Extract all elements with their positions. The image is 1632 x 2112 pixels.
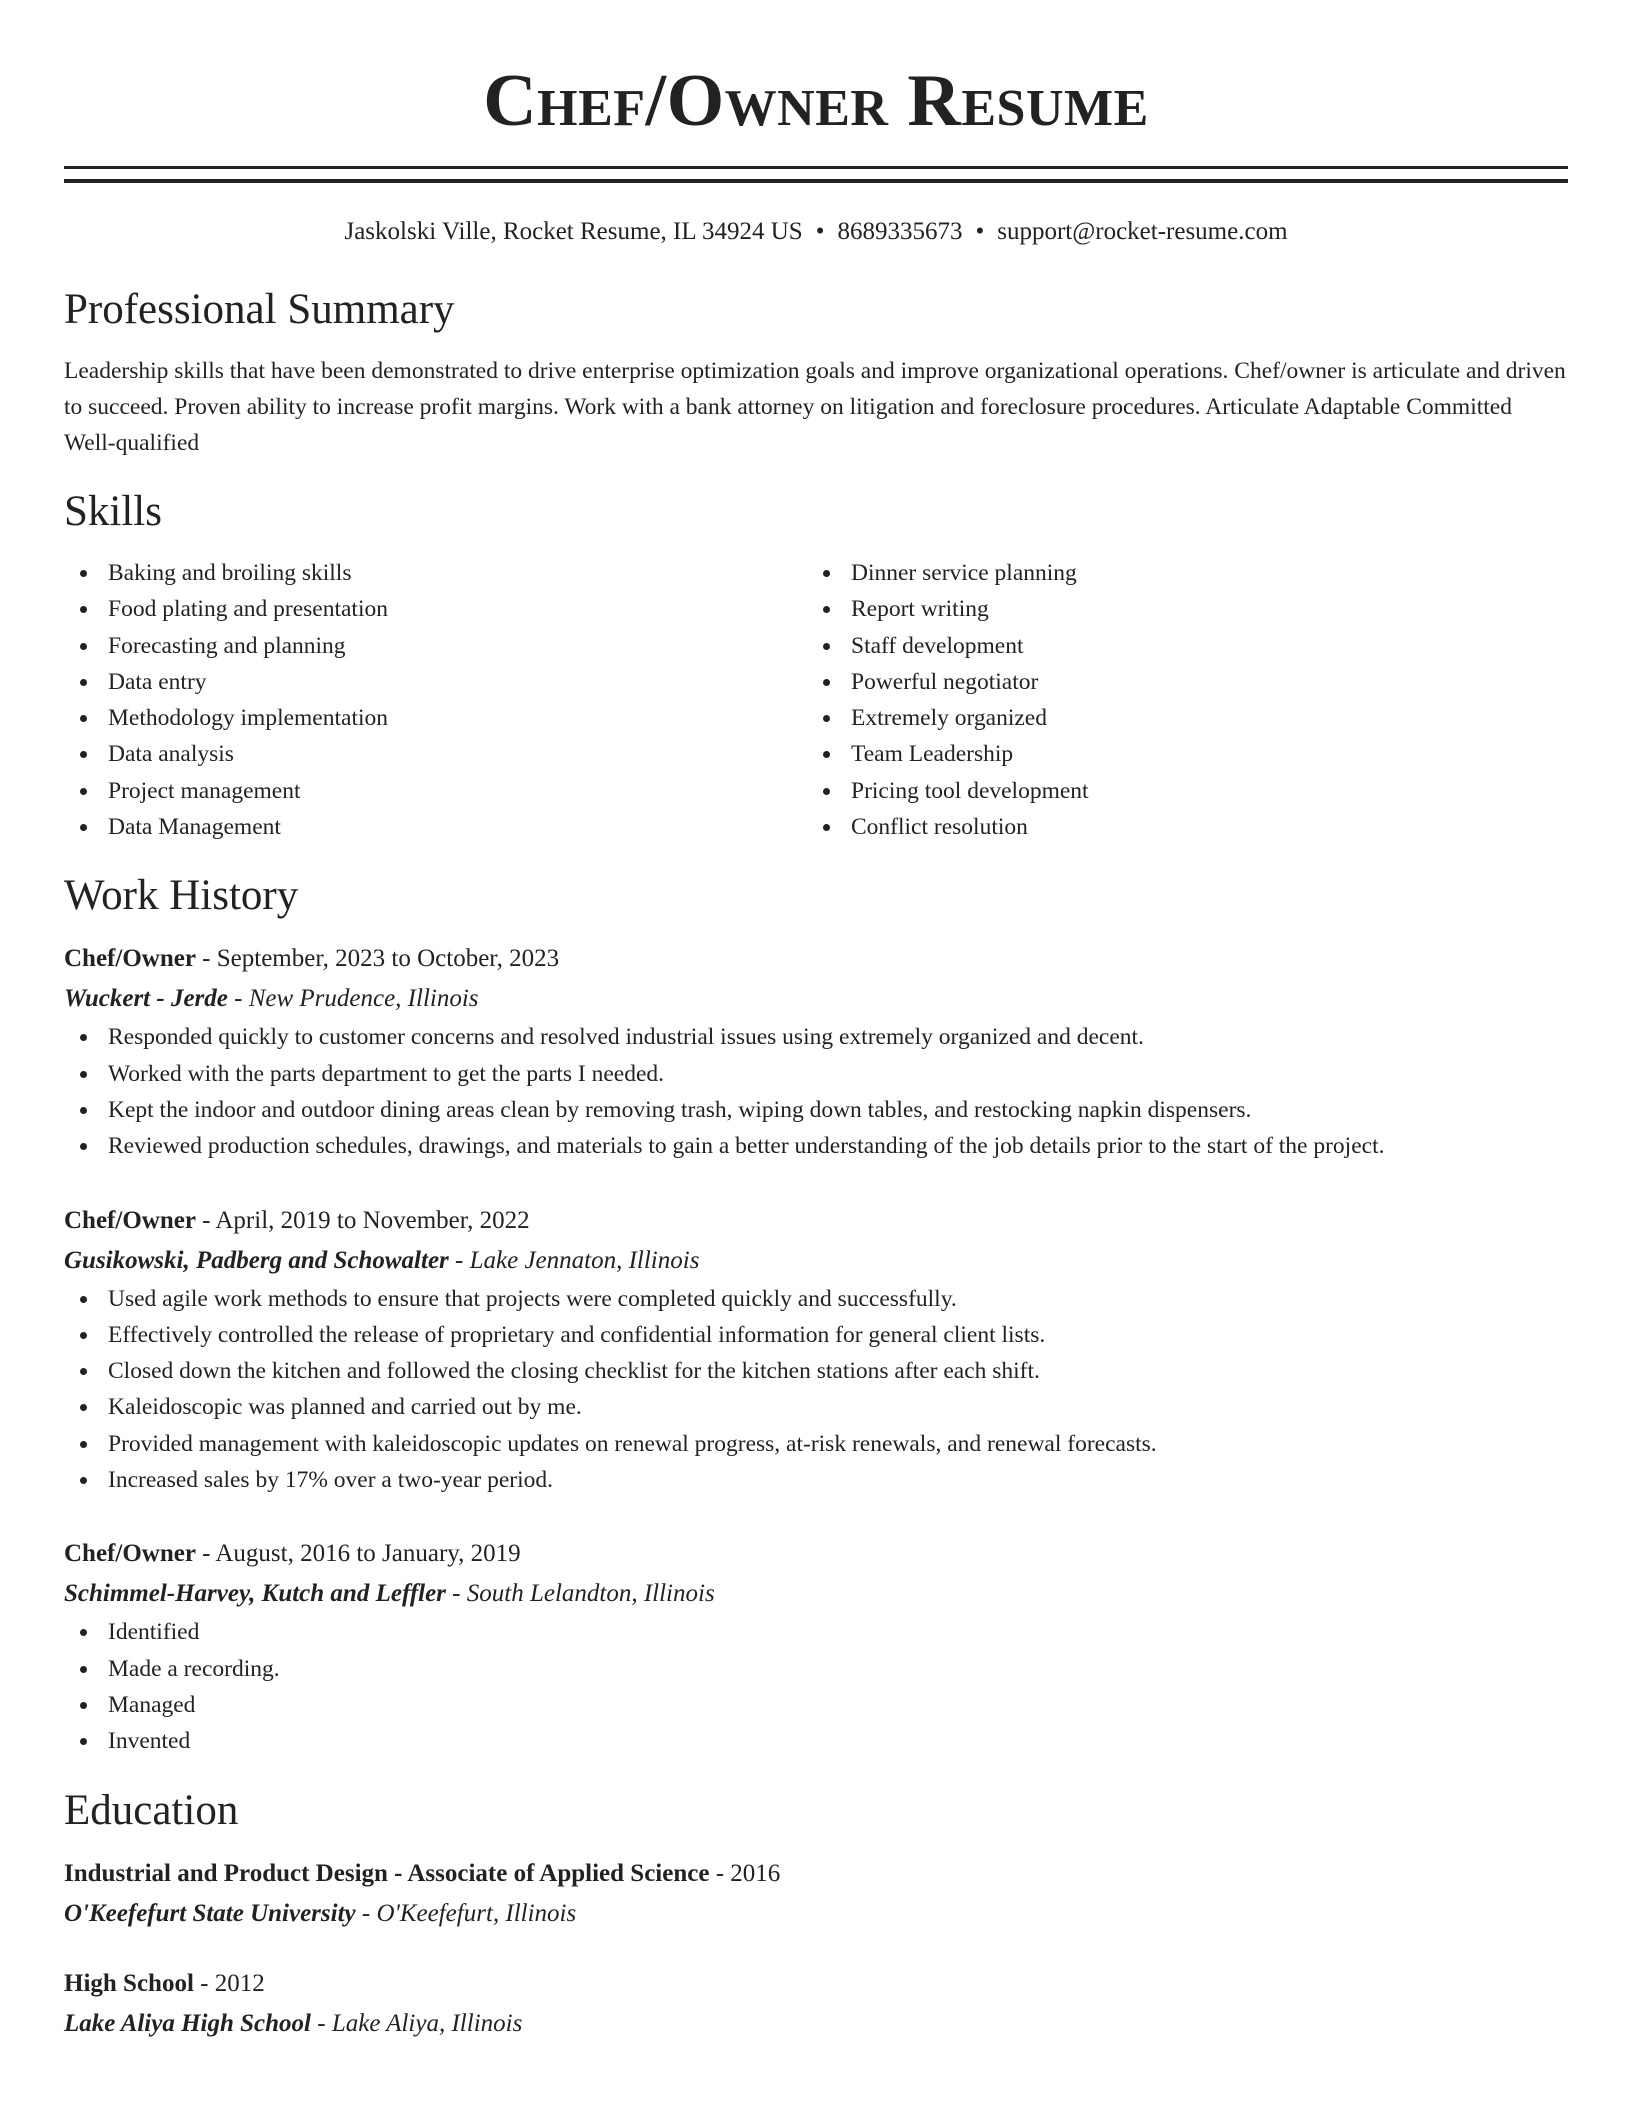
skill-item: Powerful negotiator (807, 664, 1550, 700)
job-dates: - September, 2023 to October, 2023 (195, 945, 560, 973)
skill-item: Team Leadership (807, 736, 1550, 772)
education-degree-line (64, 1964, 1568, 2004)
job-duty-item: Reviewed production schedules, drawings, and materials to gain a better understanding of the job details prior to the start of the project. (64, 1128, 1568, 1164)
skills-grid (64, 555, 1568, 845)
job-dates: - August, 2016 to January, 2019 (195, 1540, 521, 1568)
contact-email: support@rocket-resume.com (997, 218, 1288, 245)
education-school: O'Keefefurt State University (64, 1899, 356, 1927)
summary-text: Leadership skills that have been demonstrated to drive enterprise optimization goals and improve organizational operations. Chef/owner is articulate and driven to succeed. Proven ability to increase profit margins. Work with a bank attorney on litigation and foreclosure procedures. Articulate Adaptable Committed Well-qualified (64, 358, 1566, 456)
skill-item: Data analysis (64, 736, 807, 772)
education-location: - O'Keefefurt, Illinois (355, 1899, 577, 1927)
skill-item: Food plating and presentation (64, 591, 807, 627)
professional-summary-section (64, 285, 1568, 461)
contact-separator: • (815, 218, 825, 245)
job-entry (64, 1534, 1568, 1759)
job-duties (64, 1281, 1568, 1499)
job-duty-item: Closed down the kitchen and followed the closing checklist for the kitchen stations after each shift. (64, 1353, 1568, 1389)
skill-item: Forecasting and planning (64, 628, 807, 664)
job-duty-item: Worked with the parts department to get the parts I needed. (64, 1056, 1568, 1092)
education-degree: Industrial and Product Design - Associate of Applied Science (64, 1859, 710, 1887)
skill-item: Pricing tool development (807, 773, 1550, 809)
contact-phone: 8689335673 (837, 218, 963, 245)
section-heading-skills: Skills (64, 488, 162, 535)
skill-item: Conflict resolution (807, 809, 1550, 845)
job-title: Chef/Owner (64, 1206, 196, 1234)
education-section (64, 1786, 1568, 2044)
skills-column-left (64, 555, 807, 845)
job-employer (64, 1574, 1568, 1614)
job-duty-item: Kept the indoor and outdoor dining areas clean by removing trash, wiping down tables, and restocking napkin dispensers. (64, 1092, 1568, 1128)
contact-separator: • (975, 218, 985, 245)
resume-title: Chef/Owner Resume (483, 60, 1149, 142)
job-duty-item: Made a recording. (64, 1651, 1568, 1687)
education-school: Lake Aliya High School (64, 2009, 311, 2037)
job-employer (64, 1241, 1568, 1281)
skill-item: Methodology implementation (64, 700, 807, 736)
job-duty-item: Identified (64, 1614, 1568, 1650)
contact-address: Jaskolski Ville, Rocket Resume, IL 34924 US (344, 218, 803, 245)
education-degree: High School (64, 1969, 194, 1997)
job-duty-item: Kaleidoscopic was planned and carried out by me. (64, 1389, 1568, 1425)
education-entry (64, 1854, 1568, 1934)
job-entry (64, 1201, 1568, 1499)
skill-item: Staff development (807, 628, 1550, 664)
skill-item: Report writing (807, 591, 1550, 627)
section-heading-summary: Professional Summary (64, 286, 455, 333)
job-duty-item: Managed (64, 1687, 1568, 1723)
education-location: - Lake Aliya, Illinois (311, 2009, 523, 2037)
job-duty-item: Increased sales by 17% over a two-year period. (64, 1462, 1568, 1498)
job-company: Wuckert - Jerde (64, 985, 228, 1013)
job-duty-item: Responded quickly to customer concerns and resolved industrial issues using extremely organized and decent. (64, 1019, 1568, 1055)
job-company: Gusikowski, Padberg and Schowalter (64, 1246, 449, 1274)
skill-item: Data Management (64, 809, 807, 845)
education-year: - 2016 (709, 1859, 781, 1887)
job-duty-item: Invented (64, 1723, 1568, 1759)
section-heading-education: Education (64, 1786, 239, 1834)
education-school-line (64, 2004, 1568, 2044)
skill-item: Project management (64, 773, 807, 809)
job-location: - New Prudence, Illinois (227, 985, 479, 1013)
skills-column-right (807, 555, 1550, 845)
job-location: - Lake Jennaton, Illinois (448, 1246, 700, 1274)
job-duty-item: Provided management with kaleidoscopic updates on renewal progress, at-risk renewals, and renewal forecasts. (64, 1426, 1568, 1462)
skill-item: Data entry (64, 664, 807, 700)
job-header (64, 1201, 1568, 1241)
job-title: Chef/Owner (64, 1540, 196, 1568)
skill-item: Extremely organized (807, 700, 1550, 736)
education-school-line (64, 1894, 1568, 1934)
job-header (64, 939, 1568, 979)
job-header (64, 1534, 1568, 1574)
job-duties (64, 1614, 1568, 1759)
contact-line (64, 217, 1568, 247)
job-duty-item: Effectively controlled the release of proprietary and confidential information for general client lists. (64, 1317, 1568, 1353)
job-duties (64, 1019, 1568, 1164)
work-history-section (64, 871, 1568, 1759)
education-entry (64, 1964, 1568, 2044)
title-divider (64, 166, 1568, 183)
job-title: Chef/Owner (64, 945, 196, 973)
job-company: Schimmel-Harvey, Kutch and Leffler (64, 1580, 446, 1608)
education-year: - 2012 (193, 1969, 265, 1997)
skills-section (64, 487, 1568, 845)
skill-item: Baking and broiling skills (64, 555, 807, 591)
job-employer (64, 979, 1568, 1019)
job-duty-item: Used agile work methods to ensure that projects were completed quickly and successfully. (64, 1281, 1568, 1317)
skill-item: Dinner service planning (807, 555, 1550, 591)
job-dates: - April, 2019 to November, 2022 (195, 1206, 530, 1234)
job-location: - South Lelandton, Illinois (445, 1580, 715, 1608)
job-entry (64, 939, 1568, 1164)
section-heading-work-history: Work History (64, 872, 299, 920)
education-degree-line (64, 1854, 1568, 1894)
